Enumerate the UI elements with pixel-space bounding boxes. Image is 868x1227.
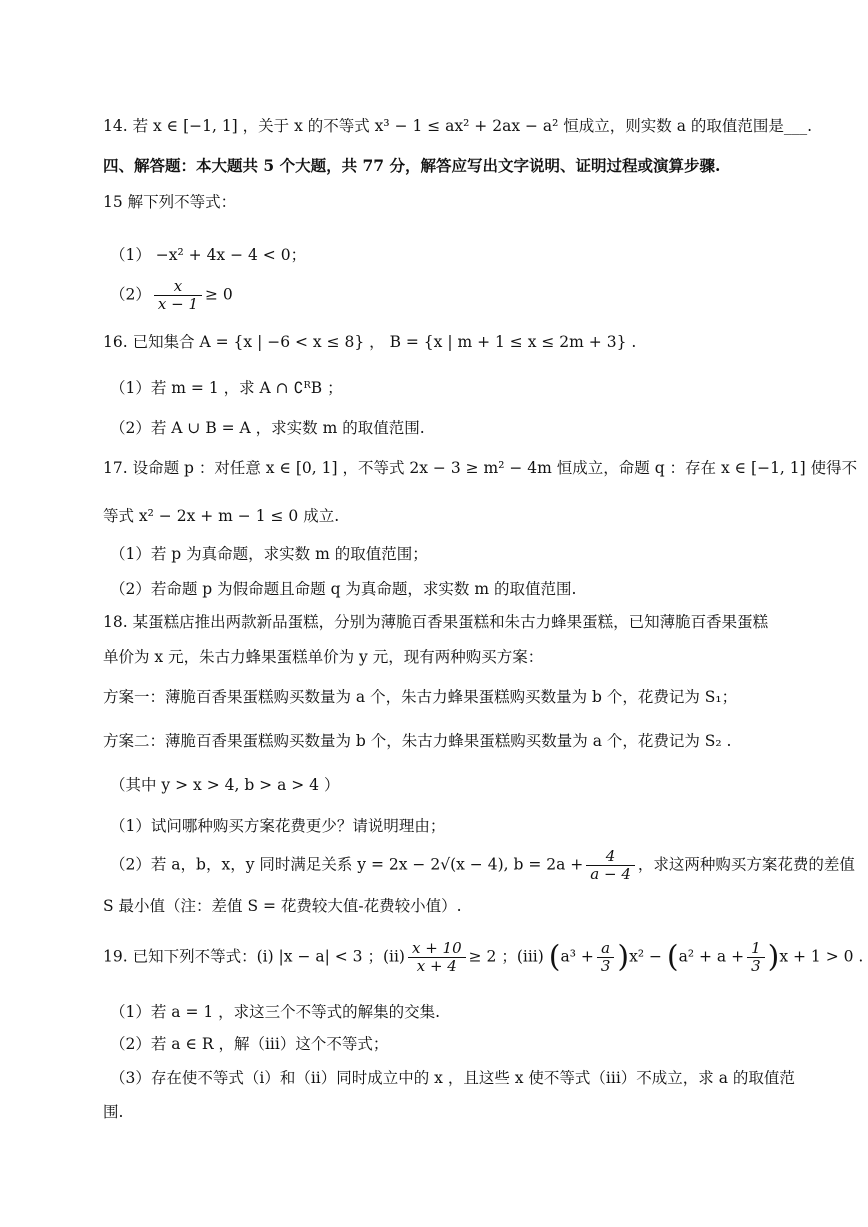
question-19-part-1: （1）若 a = 1 ，求这三个不等式的解集的交集. [110,1003,441,1021]
question-18-part-1: （1）试问哪种购买方案花费更少？请说明理由； [110,817,446,835]
question-18-plan-2: 方案二：薄脆百香果蛋糕购买数量为 b 个，朱古力蜂果蛋糕购买数量为 a 个，花费记为 S₂ . [103,732,732,750]
text-segment: ，求这两种购买方案花费的差值 [637,855,855,874]
text-segment: a² + a + [678,947,745,966]
text-segment: 19. 已知下列不等式：(i) |x − a| < 3 ；(ii) [103,947,405,966]
question-17-stem-2: 等式 x² − 2x + m − 1 ≤ 0 成立. [103,507,340,525]
left-paren: ( [666,939,679,975]
question-14: 14. 若 x ∈ [−1, 1] ，关于 x 的不等式 x³ − 1 ≤ ax² + 2ax − a² 恒成立，则实数 a 的取值范围是___. [103,117,813,135]
question-18-part-2 [110,847,855,883]
left-paren: ( [548,939,561,975]
question-19-part-2: （2）若 a ∈ R ，解（iii）这个不等式； [110,1035,389,1053]
question-16-stem: 16. 已知集合 A = {x | −6 < x ≤ 8} ， B = {x | m + 1 ≤ x ≤ 2m + 3} . [103,333,637,351]
question-19-part-3: （3）存在使不等式（i）和（ii）同时成立中的 x ，且这些 x 使不等式（iii）不成立，求 a 的取值范 [110,1069,795,1087]
fraction [154,278,202,313]
text-segment: ≥ 2 ；(iii) [468,947,544,966]
question-15-part-2 [110,278,776,313]
fraction [408,940,466,975]
numerator: x [173,277,183,295]
denominator: x − 1 [154,295,202,313]
question-18-stem-1: 18. 某蛋糕店推出两款新品蛋糕，分别为薄脆百香果蛋糕和朱古力蜂果蛋糕，已知薄脆百香果蛋糕 [103,613,769,631]
numerator: 4 [605,847,616,865]
fraction [586,848,635,883]
question-15-stem: 15 解下列不等式： [103,193,237,211]
question-15-part-1: （1） −x² + 4x − 4 < 0； [110,246,307,264]
question-19-part-3-cont: 围. [103,1103,124,1121]
question-18-plan-1: 方案一：薄脆百香果蛋糕购买数量为 a 个，朱古力蜂果蛋糕购买数量为 b 个，花费记为 S₁； [103,688,738,706]
denominator: 3 [747,957,765,975]
numerator: 1 [751,939,761,957]
question-18-condition: （其中 y > x > 4, b > a > 4 ） [110,776,340,794]
question-17-part-2: （2）若命题 p 为假命题且命题 q 为真命题，求实数 m 的取值范围. [110,580,577,598]
section-header: 四、解答题：本大题共 5 个大题，共 77 分，解答应写出文字说明、证明过程或演算步骤. [103,156,721,175]
denominator: a − 4 [586,865,635,883]
question-17-stem-1: 17. 设命题 p ：对任意 x ∈ [0, 1] ，不等式 2x − 3 ≥ m² − 4m 恒成立，命题 q ：存在 x ∈ [−1, 1] 使得不 [103,459,858,477]
question-19-stem [103,939,864,975]
question-18-part-2-note: S 最小值（注：差值 S = 花费较大值-花费较小值）. [103,897,462,915]
numerator: x + 10 [411,939,462,957]
fraction [597,940,615,975]
text-segment: （2）若 a，b，x，y 同时满足关系 y = 2x − 2√(x − 4), b = 2a + [110,855,584,874]
right-paren: ) [767,939,780,975]
inequality-tail: ≥ 0 [204,285,233,304]
question-18-stem-2: 单价为 x 元，朱古力蜂果蛋糕单价为 y 元，现有两种购买方案： [103,648,544,666]
text-segment: x + 1 > 0 . [779,947,864,966]
question-16-part-2: （2）若 A ∪ B = A ，求实数 m 的取值范围. [110,419,425,437]
question-16-part-1: （1）若 m = 1 ，求 A ∩ ∁ᴿB ； [110,379,343,397]
part-label: （2） [110,285,151,304]
text-segment: x² − [629,947,662,966]
numerator: a [601,939,611,957]
denominator: 3 [597,957,615,975]
denominator: x + 4 [408,957,466,975]
fraction [747,940,765,975]
right-paren: ) [617,939,630,975]
text-segment: a³ + [560,947,594,966]
question-17-part-1: （1）若 p 为真命题，求实数 m 的取值范围； [110,545,428,563]
